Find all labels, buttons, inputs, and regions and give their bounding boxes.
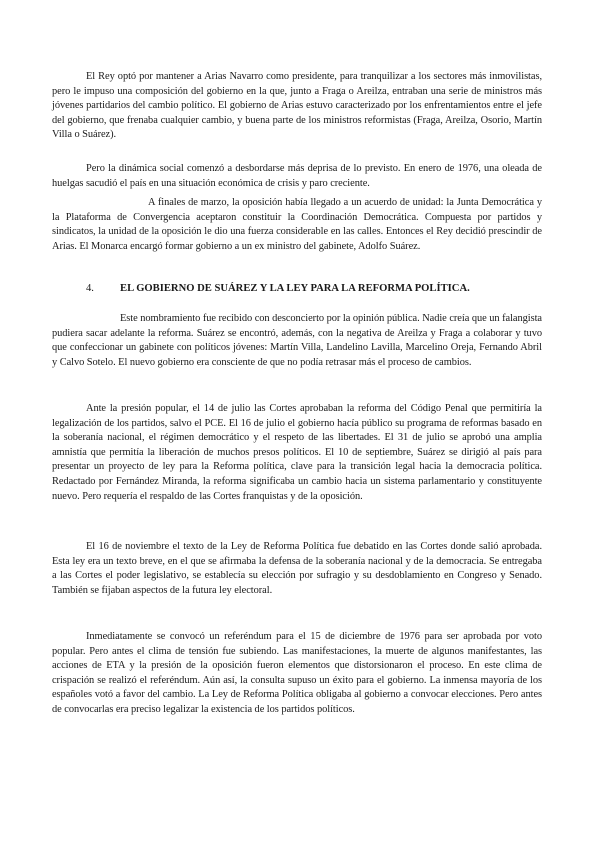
paragraph-rey-arias: El Rey optó por mantener a Arias Navarro como presidente, para tranquilizar a los sectores más inmovilistas, pero le impuso una composición del gobierno en la que, junto a Fraga o Areilza, entraban una serie de ministros más jóvenes partidarios del cambio político. El gobierno de Arias estuvo caracterizado por los enfrentamientos entre el jefe del gobierno, que frenaba cualquier cambio, y buena parte de los ministros reformistas (Fraga, Areilza, Osorio, Martín Villa o Suárez).	[52, 71, 542, 141]
section-number: 4.	[86, 283, 94, 294]
paragraph-oposicion-unidad: A finales de marzo, la oposición había llegado a un acuerdo de unidad: la Junta Democrática y la Plataforma de Convergencia aceptaron constituir la Coordinación Democrática. Compuesta por partidos y sindicatos, la unidad de la oposición le dio una fuerza considerable en las calles. Entonces el Rey decidió prescindir de Arias. El Monarca encargó formar gobierno a un ex ministro del gabinete, Adolfo Suárez.	[52, 197, 542, 252]
paragraph-16-noviembre: El 16 de noviembre el texto de la Ley de Reforma Política fue debatido en las Cortes donde salió aprobada. Esta ley era un texto breve, en el que se afirmaba la defensa de la soberanía nacional y de la democracia. Se entregaba a las Cortes el poder legislativo, se establecía su elección por sufragio y su desdoblamiento en Congreso y Senado. También se fijaban aspectos de la futura ley electoral.	[52, 541, 542, 596]
paragraph-presion-popular: Ante la presión popular, el 14 de julio las Cortes aprobaban la reforma del Código Penal que permitiría la legalización de los partidos, salvo el PCE. El 16 de julio el gobierno hacía público su programa de reformas basado en la soberanía nacional, el régimen democrático y el respeto de las libertades. El 31 de julio se aprobó una amplia amnistía que permitía la liberación de muchos presos políticos. El 10 de septiembre, Suárez se dirigió al país para presentar un proyecto de ley para la Reforma política, clave para la transición legal hacia la democracia política. Redactado por Fernández Miranda, la reforma significaba un cambio hacia un sistema parlamentario y constituyente nuevo. Pero requería el respaldo de las Cortes franquistas y de la oposición.	[52, 403, 542, 502]
section-title: EL GOBIERNO DE SUÁREZ Y LA LEY PARA LA REFORMA POLÍTICA.	[120, 283, 470, 294]
paragraph-nombramiento: Este nombramiento fue recibido con desconcierto por la opinión pública. Nadie creía que un falangista pudiera sacar adelante la reforma. Suárez se encontró, además, con la negativa de Areilza y Fraga a colaborar y tuvo que confeccionar un gabinete con políticos jóvenes: Martín Villa, Landelino Lavilla, Marcelino Oreja, Fernando Abril y Calvo Sotelo. El nuevo gobierno era consciente de que no podía retrasar más el proceso de cambios.	[52, 313, 542, 368]
paragraph-dinamica-social: Pero la dinámica social comenzó a desbordarse más deprisa de lo previsto. En enero de 1976, una oleada de huelgas sacudió el país en una situación económica de crisis y paro creciente.	[52, 163, 542, 189]
paragraph-referendum: Inmediatamente se convocó un referéndum para el 15 de diciembre de 1976 para ser aprobada por voto popular. Pero antes el clima de tensión fue subiendo. Las manifestaciones, la muerte de algunos manifestantes, las acciones de ETA y la presión de la oposición fueron elementos que distorsionaron el proceso. En este clima de crispación se realizó el referéndum. Aún así, la consulta supuso un éxito para el gobierno. La inmensa mayoría de los españoles votó a favor del cambio. La Ley de Reforma Política obligaba al gobierno a convocar elecciones. Pero antes de convocarlas era preciso legalizar la existencia de los partidos políticos.	[52, 631, 542, 715]
section-heading	[52, 282, 542, 296]
